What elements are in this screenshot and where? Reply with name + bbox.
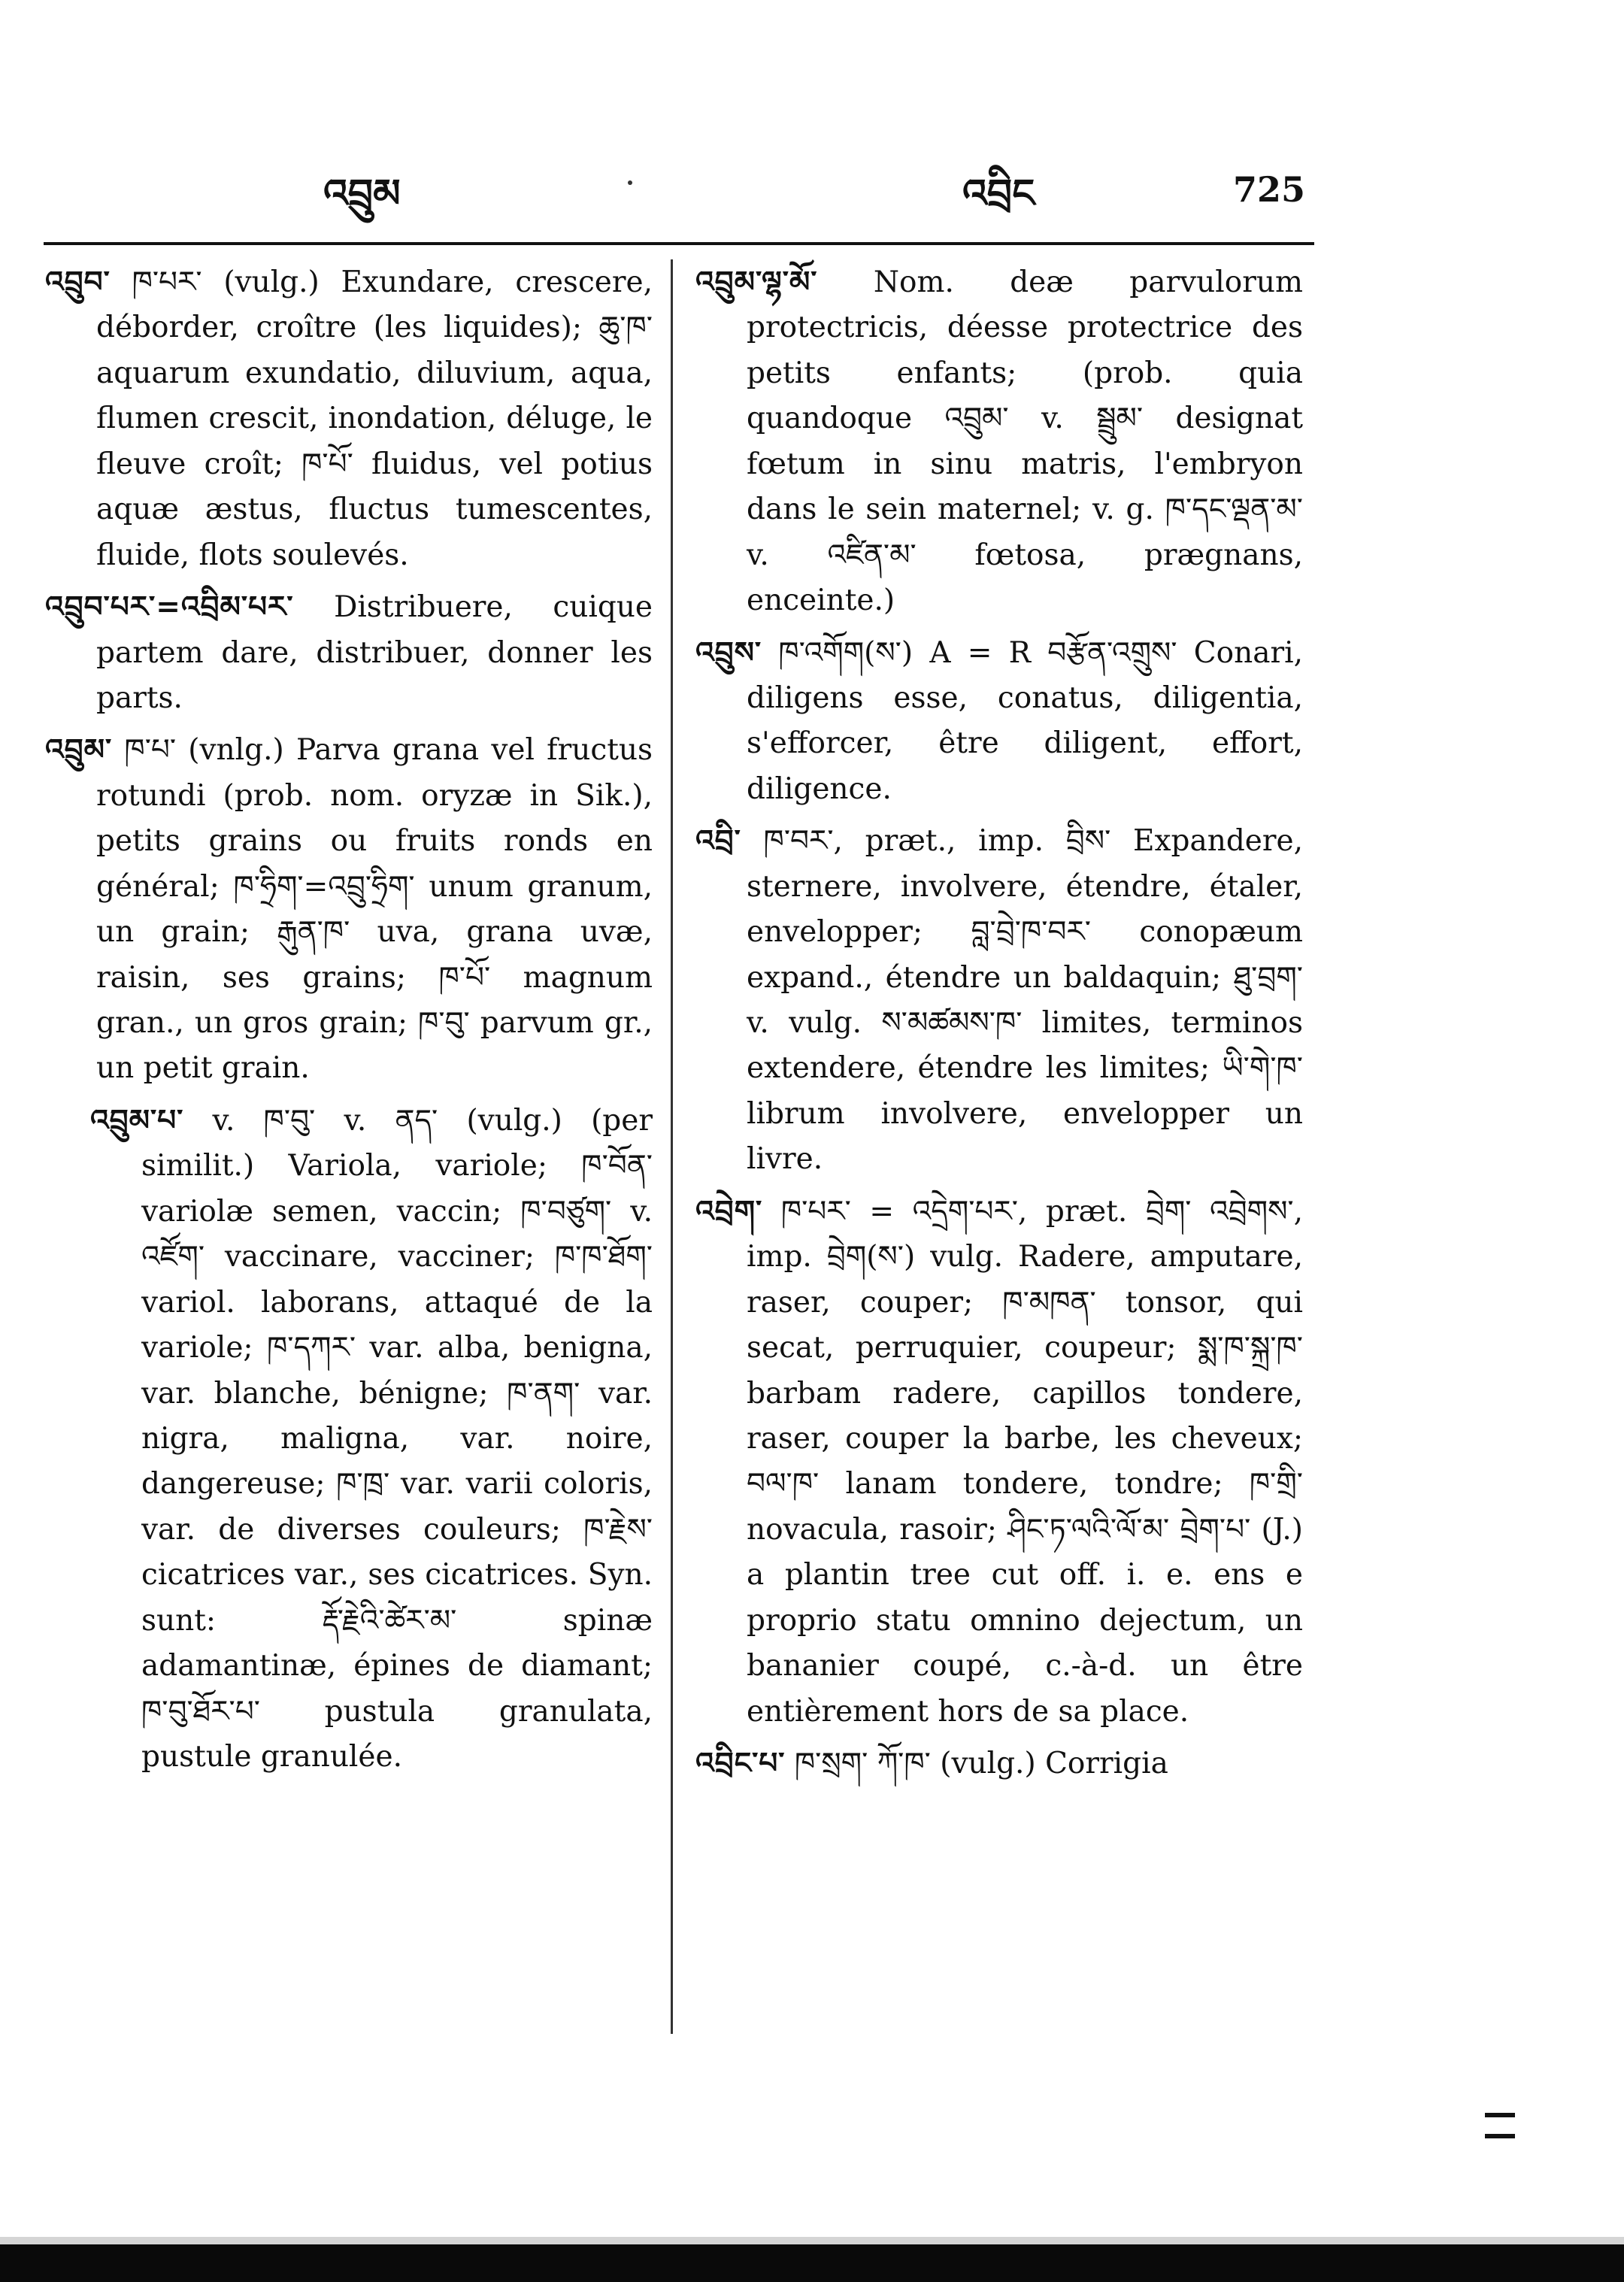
dictionary-entry	[695, 1741, 1303, 1787]
page-number: 725	[1233, 169, 1306, 210]
right-column	[695, 259, 1303, 1793]
dictionary-entry	[695, 259, 1303, 624]
entry-text: ཁ་བར་, præt., imp. བྲིས་ Expandere, sternere, involvere, étendre, étaler, envelopper; བླ་བྲེ་ཁ་བར་ conopæum expand., étendre un baldaquin; ཐུ་བྲག་ v. vulg. ས་མཚམས་ཁ་ limites, terminos extendere, étendre les limites; ཡི་གེ་ཁ་ librum involvere, envelopper un livre.	[747, 824, 1303, 1177]
entry-headword: འབྲུམ་པ་	[90, 1102, 184, 1138]
entry-headword: འབྲུམ་	[45, 732, 113, 768]
entry-text: ཁ་པ་ (vnlg.) Parva grana vel fructus rotundi (prob. nom. oryzæ in Sik.), petits grains ou fruits ronds en général; ཁ་ཧྲིག་=འབྲུ་ཧྲིག་ unum granum, un grain; རྒུན་ཁ་ uva, grana uvæ, raisin, ses grains; ཁ་པོ་ magnum gran., un gros grain; ཁ་བུ་ parvum gr., un petit grain.	[96, 733, 653, 1086]
dictionary-entry	[695, 1189, 1303, 1735]
margin-mark	[1485, 2113, 1515, 2138]
scan-edge-noise	[0, 2237, 1624, 2244]
scan-bottom-edge	[0, 2244, 1624, 2282]
entry-headword: འབྲིང་པ་	[695, 1746, 786, 1780]
left-column	[45, 259, 653, 1786]
entry-headword: འབྲུམ་ལྷ་མོ་	[695, 265, 818, 299]
running-head-left: འབྲུམ	[323, 171, 401, 217]
column-divider	[671, 259, 673, 2034]
dictionary-entry	[45, 259, 653, 578]
header-rule	[44, 242, 1314, 245]
entry-text: ཁ་པར་ (vulg.) Exundare, crescere, déborder, croître (les liquides); ཆུ་ཁ་ aquarum exundatio, diluvium, aqua, flumen crescit, inondation, déluge, le fleuve croît; ཁ་པོ་ fluidus, vel potius aquæ æstus, fluctus tumescentes, fluide, flots soulevés.	[96, 265, 653, 572]
entry-headword: འབྲུབ་པར་=འབྲིམ་པར་	[45, 589, 294, 625]
entry-headword: འབྲེག་	[695, 1193, 763, 1229]
dictionary-subentry	[90, 1098, 653, 1780]
dictionary-entry	[695, 630, 1303, 813]
entry-headword: འབྲུབ་	[45, 265, 111, 299]
entry-headword: འབྲི་	[695, 823, 741, 859]
dictionary-entry	[695, 818, 1303, 1183]
entry-headword: འབྲུས་	[695, 635, 762, 670]
dictionary-entry	[45, 584, 653, 721]
header-dot	[628, 180, 632, 185]
entry-text: ཁ་འགོག(ས་) A = R བརྩོན་འགྲུས་ Conari, diligens esse, conatus, diligentia, s'efforcer, être diligent, effort, diligence.	[747, 635, 1303, 806]
running-head-right: འབྲིང	[962, 171, 1035, 217]
entry-text: ཁ་སྲག་ ཀོ་ཁ་ (vulg.) Corrigia	[794, 1747, 1168, 1780]
dictionary-entry	[45, 727, 653, 1092]
entry-text: Distribuere, cuique partem dare, distribuer, donner les parts.	[96, 590, 653, 715]
entry-text: v. ཁ་བུ་ v. ནད་ (vulg.) (per similit.) Variola, variole; ཁ་བོན་ variolæ semen, vaccin; ཁ་བཙུག་ v. འཛོག་ vaccinare, vacciner; ཁ་ཁ་ཐོག་ variol. laborans, attaqué de la variole; ཁ་དཀར་ var. alba, benigna, var. blanche, bénigne; ཁ་ནག་ var. nigra, maligna, var. noire, dangereuse; ཁ་ཁྲ་ var. varii coloris, var. de diverses couleurs; ཁ་རྗེས་ cicatrices var., ses cicatrices. Syn. sunt: རྡོ་རྗེའི་ཚེར་མ་ spinæ adamantinæ, épines de diamant; ཁ་བུ་ཐོར་པ་ pustula granulata, pustule granulée.	[141, 1103, 653, 1774]
entry-text: ཁ་པར་ = འདྲེག་པར་, præt. བྲེག་ འབྲེགས་, imp. བྲེག(ས་) vulg. Radere, amputare, raser, couper; ཁ་མཁན་ tonsor, qui secat, perruquier, coupeur; སྨ་ཁ་སྐྲ་ཁ་ barbam radere, capillos tondere, raser, couper la barbe, les cheveux; བལ་ཁ་ lanam tondere, tondre; ཁ་གྲི་ novacula, rasoir; ཤིང་ཏ་ལའི་ལོ་མ་ བྲེག་པ་ (J.) a plantin tree cut off. i. e. ens e proprio statu omnino dejectum, un bananier coupé, c.-à-d. un être entièrement hors de sa place.	[747, 1194, 1303, 1729]
entry-text: Nom. deæ parvulorum protectricis, déesse protectrice des petits enfants; (prob. quia quandoque འབྲུམ་ v. སྦྲུམ་ designat fœtum in sinu matris, l'embryon dans le sein maternel; v. g. ཁ་དང་ལྡན་མ་ v. འཛིན་མ་ fœtosa, prægnans, enceinte.)	[747, 265, 1303, 618]
